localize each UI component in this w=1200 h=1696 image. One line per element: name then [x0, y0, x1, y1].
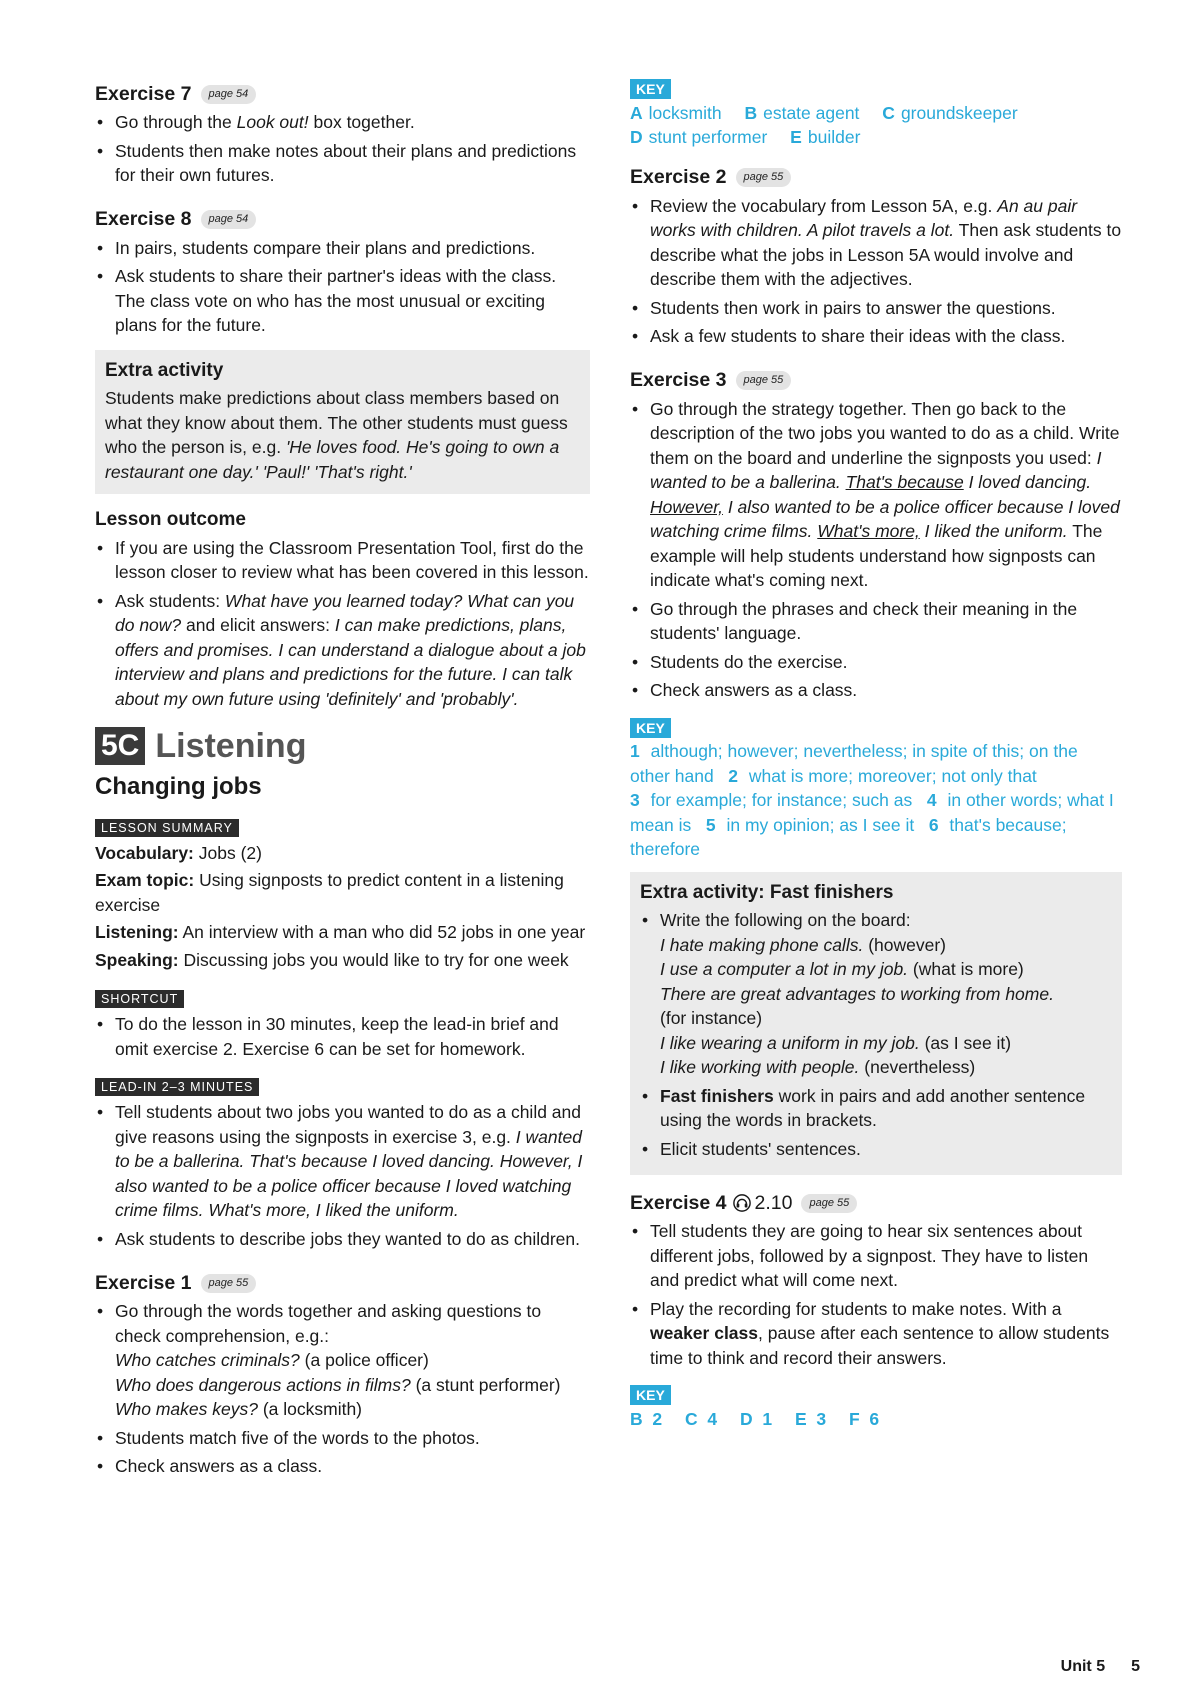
- list-item: • Ask a few students to share their ideas with the class.: [630, 324, 1122, 349]
- extra-activity-box: [95, 350, 590, 495]
- list-item: • Check answers as a class.: [95, 1454, 590, 1479]
- exercise-4-list: [630, 1219, 1122, 1370]
- audio-track-number: 2.10: [754, 1191, 793, 1214]
- list-item: • Students do the exercise.: [630, 650, 1122, 675]
- lesson-outcome-heading: Lesson outcome: [95, 509, 246, 530]
- list-item: • Review the vocabulary from Lesson 5A, e.g. An au pair works with children. A pilot travels a lot. Then ask students to describe what the jobs in Lesson 5A would involve and describe them with the adjectives.: [630, 194, 1122, 292]
- lesson-title: Changing jobs: [95, 773, 262, 800]
- extra-activity-text: Students make predictions about class members based on what they know about them. The other students must guess who the person is, e.g. 'He loves food. He's going to own a restaurant one day.' 'Paul!' 'That's right.': [105, 388, 568, 482]
- key-answers-3: [630, 1407, 1122, 1432]
- key-item: E 3: [794, 1408, 827, 1429]
- list-item: • Ask students to share their partner's ideas with the class. The class vote on who has the most unusual or exciting plans for the future.: [95, 264, 590, 338]
- exercise-title: Exercise 7: [95, 82, 192, 105]
- key-answers-2: 1 although; however; nevertheless; in spite of this; on the other hand 2 what is more; moreover; not only that 3 for example; for instance; such as 4 in other words; what I mean is 5 in my opinion; as I see it 6 that's because; therefore: [630, 741, 1114, 859]
- list-item: • Students match five of the words to the photos.: [95, 1426, 590, 1451]
- fast-finishers-box: [630, 872, 1122, 1176]
- list-item: • To do the lesson in 30 minutes, keep the lead-in brief and omit exercise 2. Exercise 6 can be set for homework.: [95, 1012, 590, 1061]
- exercise-8-heading: [95, 206, 590, 234]
- unit-name: Listening: [155, 726, 307, 765]
- exercise-title: Exercise 4: [630, 1191, 727, 1214]
- fast-finishers-title: Extra activity: Fast finishers: [640, 881, 894, 903]
- key-item: B estate agent: [744, 102, 860, 123]
- lead-in-tag: LEAD-IN 2–3 MINUTES: [95, 1078, 259, 1096]
- unit-heading: [95, 727, 590, 765]
- extra-activity-title: Extra activity: [105, 359, 224, 381]
- list-item: • Go through the phrases and check their meaning in the students' language.: [630, 597, 1122, 646]
- list-item: • Write the following on the board: I hate making phone calls. (however) I use a computer a lot in my job. (what is more) There are great advantages to working from home. (for instance) I like wearing a uniform in my job. (as I see it) I like working with people. (nevertheless): [640, 908, 1112, 1080]
- shortcut-tag: SHORTCUT: [95, 990, 184, 1008]
- fast-finishers-list: [640, 908, 1112, 1161]
- exercise-1-list: [95, 1299, 590, 1479]
- summary-speaking: Speaking: Discussing jobs you would like to try for one week: [95, 949, 569, 970]
- exercise-2-heading: [630, 164, 1122, 192]
- shortcut-list: [95, 1012, 590, 1061]
- list-item: • Ask students to describe jobs they wanted to do as children.: [95, 1227, 590, 1252]
- lesson-summary-tag: LESSON SUMMARY: [95, 819, 239, 837]
- summary-listening: Listening: An interview with a man who did 52 jobs in one year: [95, 922, 586, 942]
- exercise-title: Exercise 2: [630, 166, 727, 189]
- list-item: • Go through the words together and asking questions to check comprehension, e.g.: Who catches criminals? (a police officer) Who does dangerous actions in films? (a stunt performer) Who makes keys? (a locksmith): [95, 1299, 590, 1422]
- list-item: • Students then work in pairs to answer the questions.: [630, 296, 1122, 321]
- key-answers-1: [630, 101, 1122, 150]
- list-item: • In pairs, students compare their plans and predictions.: [95, 236, 590, 261]
- key-item: C 4: [684, 1408, 718, 1429]
- page-tag: page 55: [736, 168, 792, 187]
- key-tag: KEY: [630, 1385, 671, 1405]
- key-tag: KEY: [630, 718, 671, 738]
- right-column: [630, 76, 1122, 1431]
- exercise-8-list: [95, 236, 590, 338]
- exercise-title: Exercise 1: [95, 1271, 192, 1294]
- key-item: E builder: [790, 127, 861, 147]
- key-item: C groundskeeper: [882, 102, 1018, 123]
- exercise-7-list: [95, 110, 590, 188]
- key-item: F 6: [848, 1408, 880, 1429]
- exercise-4-heading: [630, 1189, 1122, 1217]
- exercise-1-heading: [95, 1269, 590, 1297]
- page-tag: page 55: [201, 1274, 257, 1293]
- page-footer: [1061, 1655, 1140, 1680]
- headphones-icon: [733, 1194, 751, 1212]
- lead-in-list: [95, 1100, 590, 1251]
- exercise-title: Exercise 8: [95, 208, 192, 231]
- list-item: • Go through the strategy together. Then go back to the description of the two jobs you wanted to do as a child. Write them on the board and underline the signposts you used: I wanted to be a ballerina. That's because I loved dancing. However, I also wanted to be a police officer because I loved watching crime films. What's more, I liked the uniform. The example will help students understand how signposts can indicate what's coming next.: [630, 397, 1122, 593]
- list-item: • Tell students about two jobs you wanted to do as a child and give reasons using the signposts in exercise 3, e.g. I wanted to be a ballerina. That's because I loved dancing. However, I also wanted to be a police officer because I loved watching crime films. What's more, I liked the uniform.: [95, 1100, 590, 1223]
- list-item: • Elicit students' sentences.: [640, 1137, 1112, 1162]
- exercise-2-list: [630, 194, 1122, 349]
- footer-unit: Unit 5: [1060, 1658, 1106, 1675]
- list-item: • Fast finishers work in pairs and add another sentence using the words in brackets.: [640, 1084, 1112, 1133]
- list-item: • Play the recording for students to make notes. With a weaker class, pause after each sentence to allow students time to think and record their answers.: [630, 1297, 1122, 1371]
- lesson-outcome-list: [95, 536, 590, 712]
- exercise-3-list: [630, 397, 1122, 703]
- exercise-7-heading: [95, 80, 590, 108]
- list-item: • Check answers as a class.: [630, 678, 1122, 703]
- page-tag: page 55: [801, 1194, 857, 1213]
- left-column: [95, 80, 590, 1483]
- list-item: • Ask students: What have you learned today? What can you do now? and elicit answers: I can make predictions, plans, offers and promises. I can understand a dialogue about a job interview and plans and predictions for the future. I can talk about my own future using 'definitely' and 'probably'.: [95, 589, 590, 712]
- key-tag: KEY: [630, 79, 671, 99]
- list-item: • If you are using the Classroom Presentation Tool, first do the lesson closer to review what has been covered in this lesson.: [95, 536, 590, 585]
- page-number: 5: [1131, 1658, 1140, 1675]
- page-tag: page 54: [201, 210, 257, 229]
- key-item: D stunt performer: [630, 127, 768, 147]
- key-item: D 1: [739, 1408, 773, 1429]
- list-item: • Go through the Look out! box together.: [95, 110, 590, 135]
- page-tag: page 55: [736, 371, 792, 390]
- page-tag: page 54: [201, 85, 257, 104]
- summary-exam-topic: Exam topic: Using signposts to predict content in a listening exercise: [95, 870, 564, 915]
- exercise-3-heading: [630, 367, 1122, 395]
- summary-vocabulary: Vocabulary: Jobs (2): [95, 842, 262, 863]
- unit-badge: 5C: [95, 727, 145, 765]
- list-item: • Tell students they are going to hear six sentences about different jobs, followed by a signpost. They have to listen and predict what will come next.: [630, 1219, 1122, 1293]
- exercise-title: Exercise 3: [630, 369, 727, 392]
- key-item: B 2: [630, 1408, 663, 1429]
- audio-track[interactable]: [733, 1191, 793, 1216]
- key-item: A locksmith: [630, 102, 722, 123]
- list-item: • Students then make notes about their plans and predictions for their own futures.: [95, 139, 590, 188]
